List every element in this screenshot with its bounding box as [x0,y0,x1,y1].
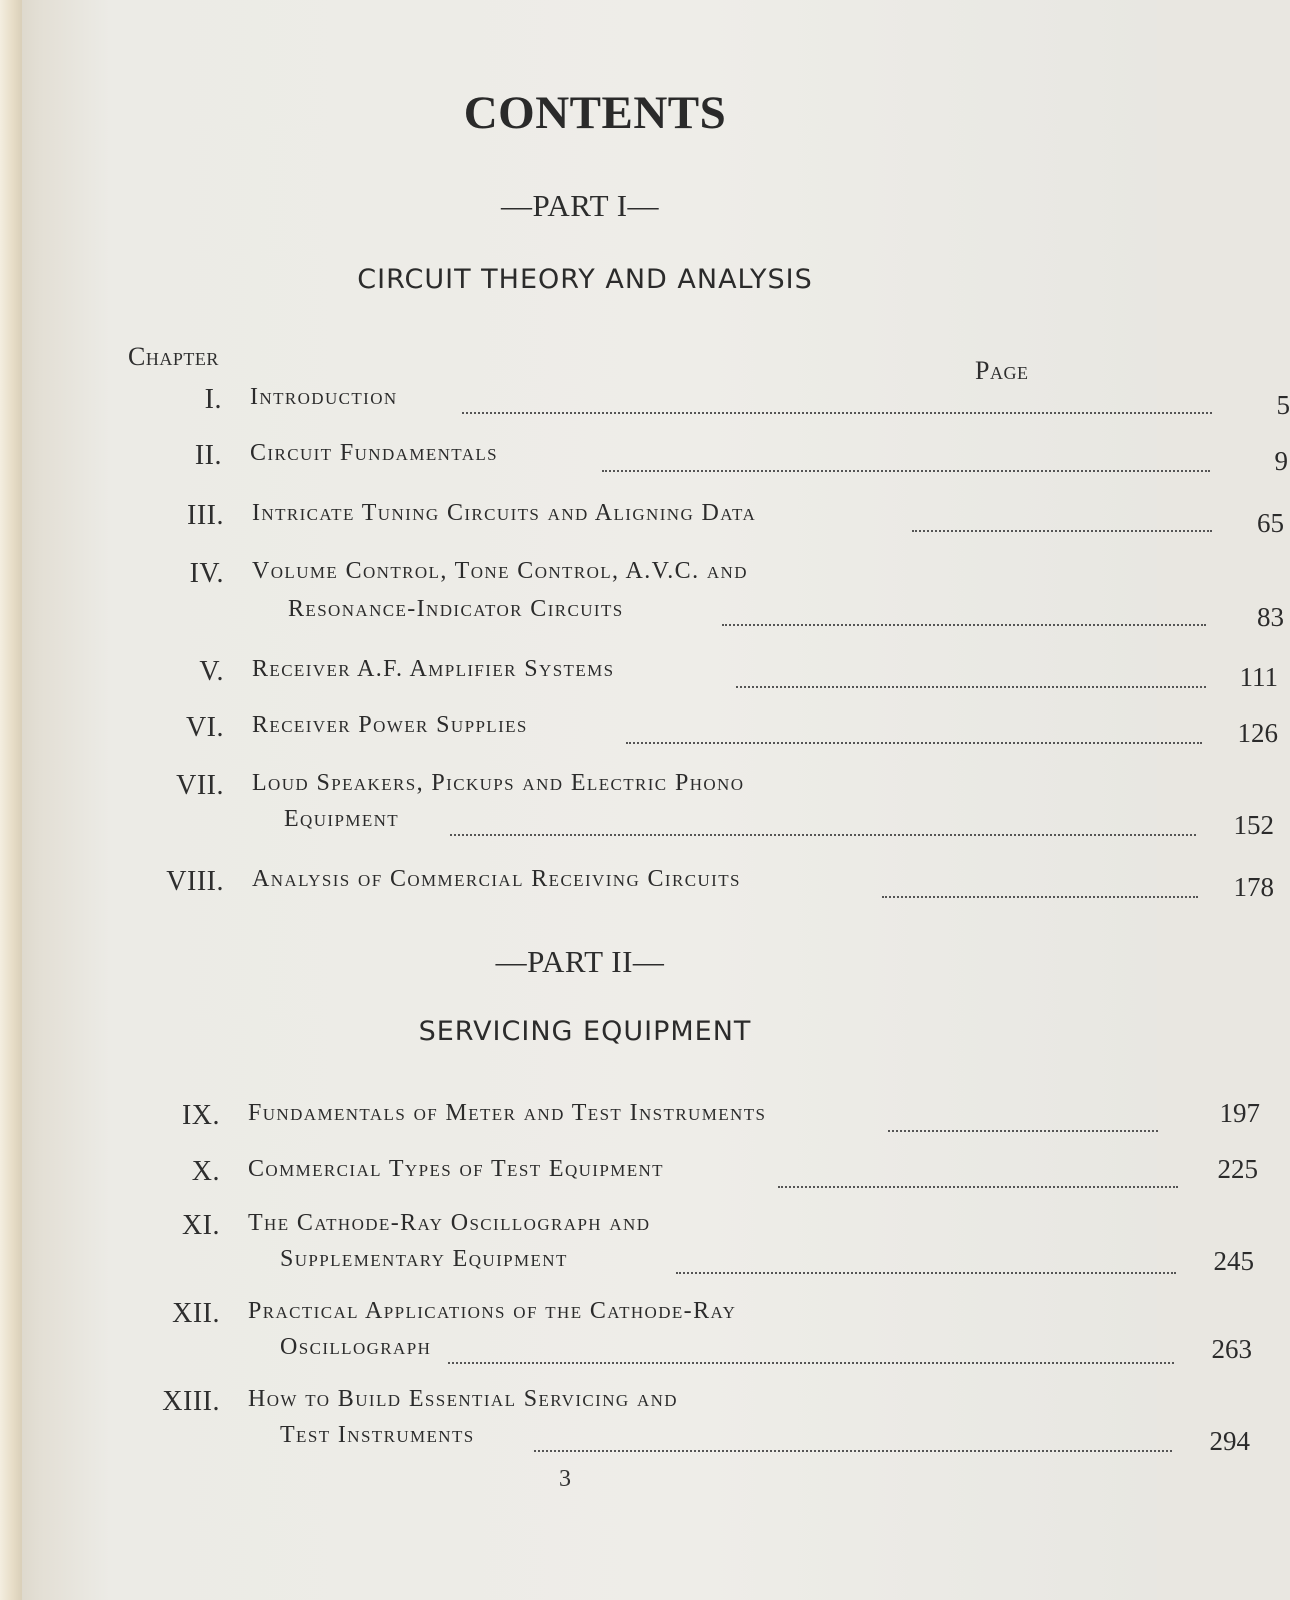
chapter-title-continued: Equipment [284,806,400,832]
page-number: 111 [1239,662,1278,692]
chapter-title: Loud Speakers, Pickups and Electric Phono [252,770,745,796]
chapter-title-continued: Oscillograph [280,1334,432,1360]
dot-leader [888,1130,1158,1132]
chapter-number: VII. [176,770,224,801]
page-number: 178 [1233,872,1274,902]
chapter-title: The Cathode-Ray Oscillograph and [248,1210,651,1236]
page-number: 294 [1209,1426,1250,1456]
chapter-number: VI. [185,712,224,743]
chapter-title: Receiver Power Supplies [252,712,528,738]
chapter-number: XI. [181,1210,220,1241]
page-number: 263 [1211,1334,1252,1364]
book-gutter [0,0,22,1600]
chapter-number: I. [204,384,222,415]
page-number: 225 [1217,1154,1258,1184]
chapter-number: IV. [189,558,224,589]
dot-leader [778,1186,1178,1188]
chapter-title: Intricate Tuning Circuits and Aligning Data [252,500,757,526]
chapter-column-header: Chapter [128,342,219,371]
chapter-number: XII. [172,1298,220,1329]
chapter-title: How to Build Essential Servicing and [248,1386,678,1412]
chapter-title: Fundamentals of Meter and Test Instruments [248,1100,767,1126]
page-number: 245 [1213,1246,1254,1276]
page-number: 9 [1274,446,1288,476]
page-number: 152 [1233,810,1274,840]
page-number: 197 [1219,1098,1260,1128]
chapter-number: IX. [181,1100,220,1131]
chapter-title-continued: Resonance-Indicator Circuits [288,596,624,622]
chapter-title: Practical Applications of the Cathode-Ray [248,1298,737,1324]
page-title: CONTENTS [463,87,727,139]
chapter-title: Circuit Fundamentals [250,440,499,466]
chapter-number: XIII. [162,1386,220,1417]
chapter-number: III. [187,500,224,531]
part-1-label: —PART I— [500,188,660,223]
part-2-heading: SERVICING EQUIPMENT [418,1016,752,1047]
chapter-number: VIII. [166,866,224,897]
chapter-number: X. [191,1156,220,1187]
chapter-title: Introduction [250,384,398,410]
chapter-title-continued: Supplementary Equipment [280,1246,568,1272]
chapter-title: Receiver A.F. Amplifier Systems [252,656,615,682]
page-number: 83 [1257,602,1284,632]
page-folio: 3 [559,1466,571,1492]
chapter-title: Volume Control, Tone Control, A.V.C. and [252,558,748,584]
part-2-label: —PART II— [495,944,665,979]
chapter-title: Commercial Types of Test Equipment [248,1156,664,1182]
page-number: 65 [1257,508,1284,538]
chapter-title: Analysis of Commercial Receiving Circuits [252,866,741,892]
page-number: 126 [1237,718,1278,748]
chapter-number: V. [199,656,224,687]
chapter-title-continued: Test Instruments [280,1422,475,1448]
chapter-number: II. [194,440,222,471]
page-number: 5 [1276,390,1290,420]
part-1-heading: CIRCUIT THEORY AND ANALYSIS [357,264,813,295]
page-column-header: Page [975,356,1029,385]
